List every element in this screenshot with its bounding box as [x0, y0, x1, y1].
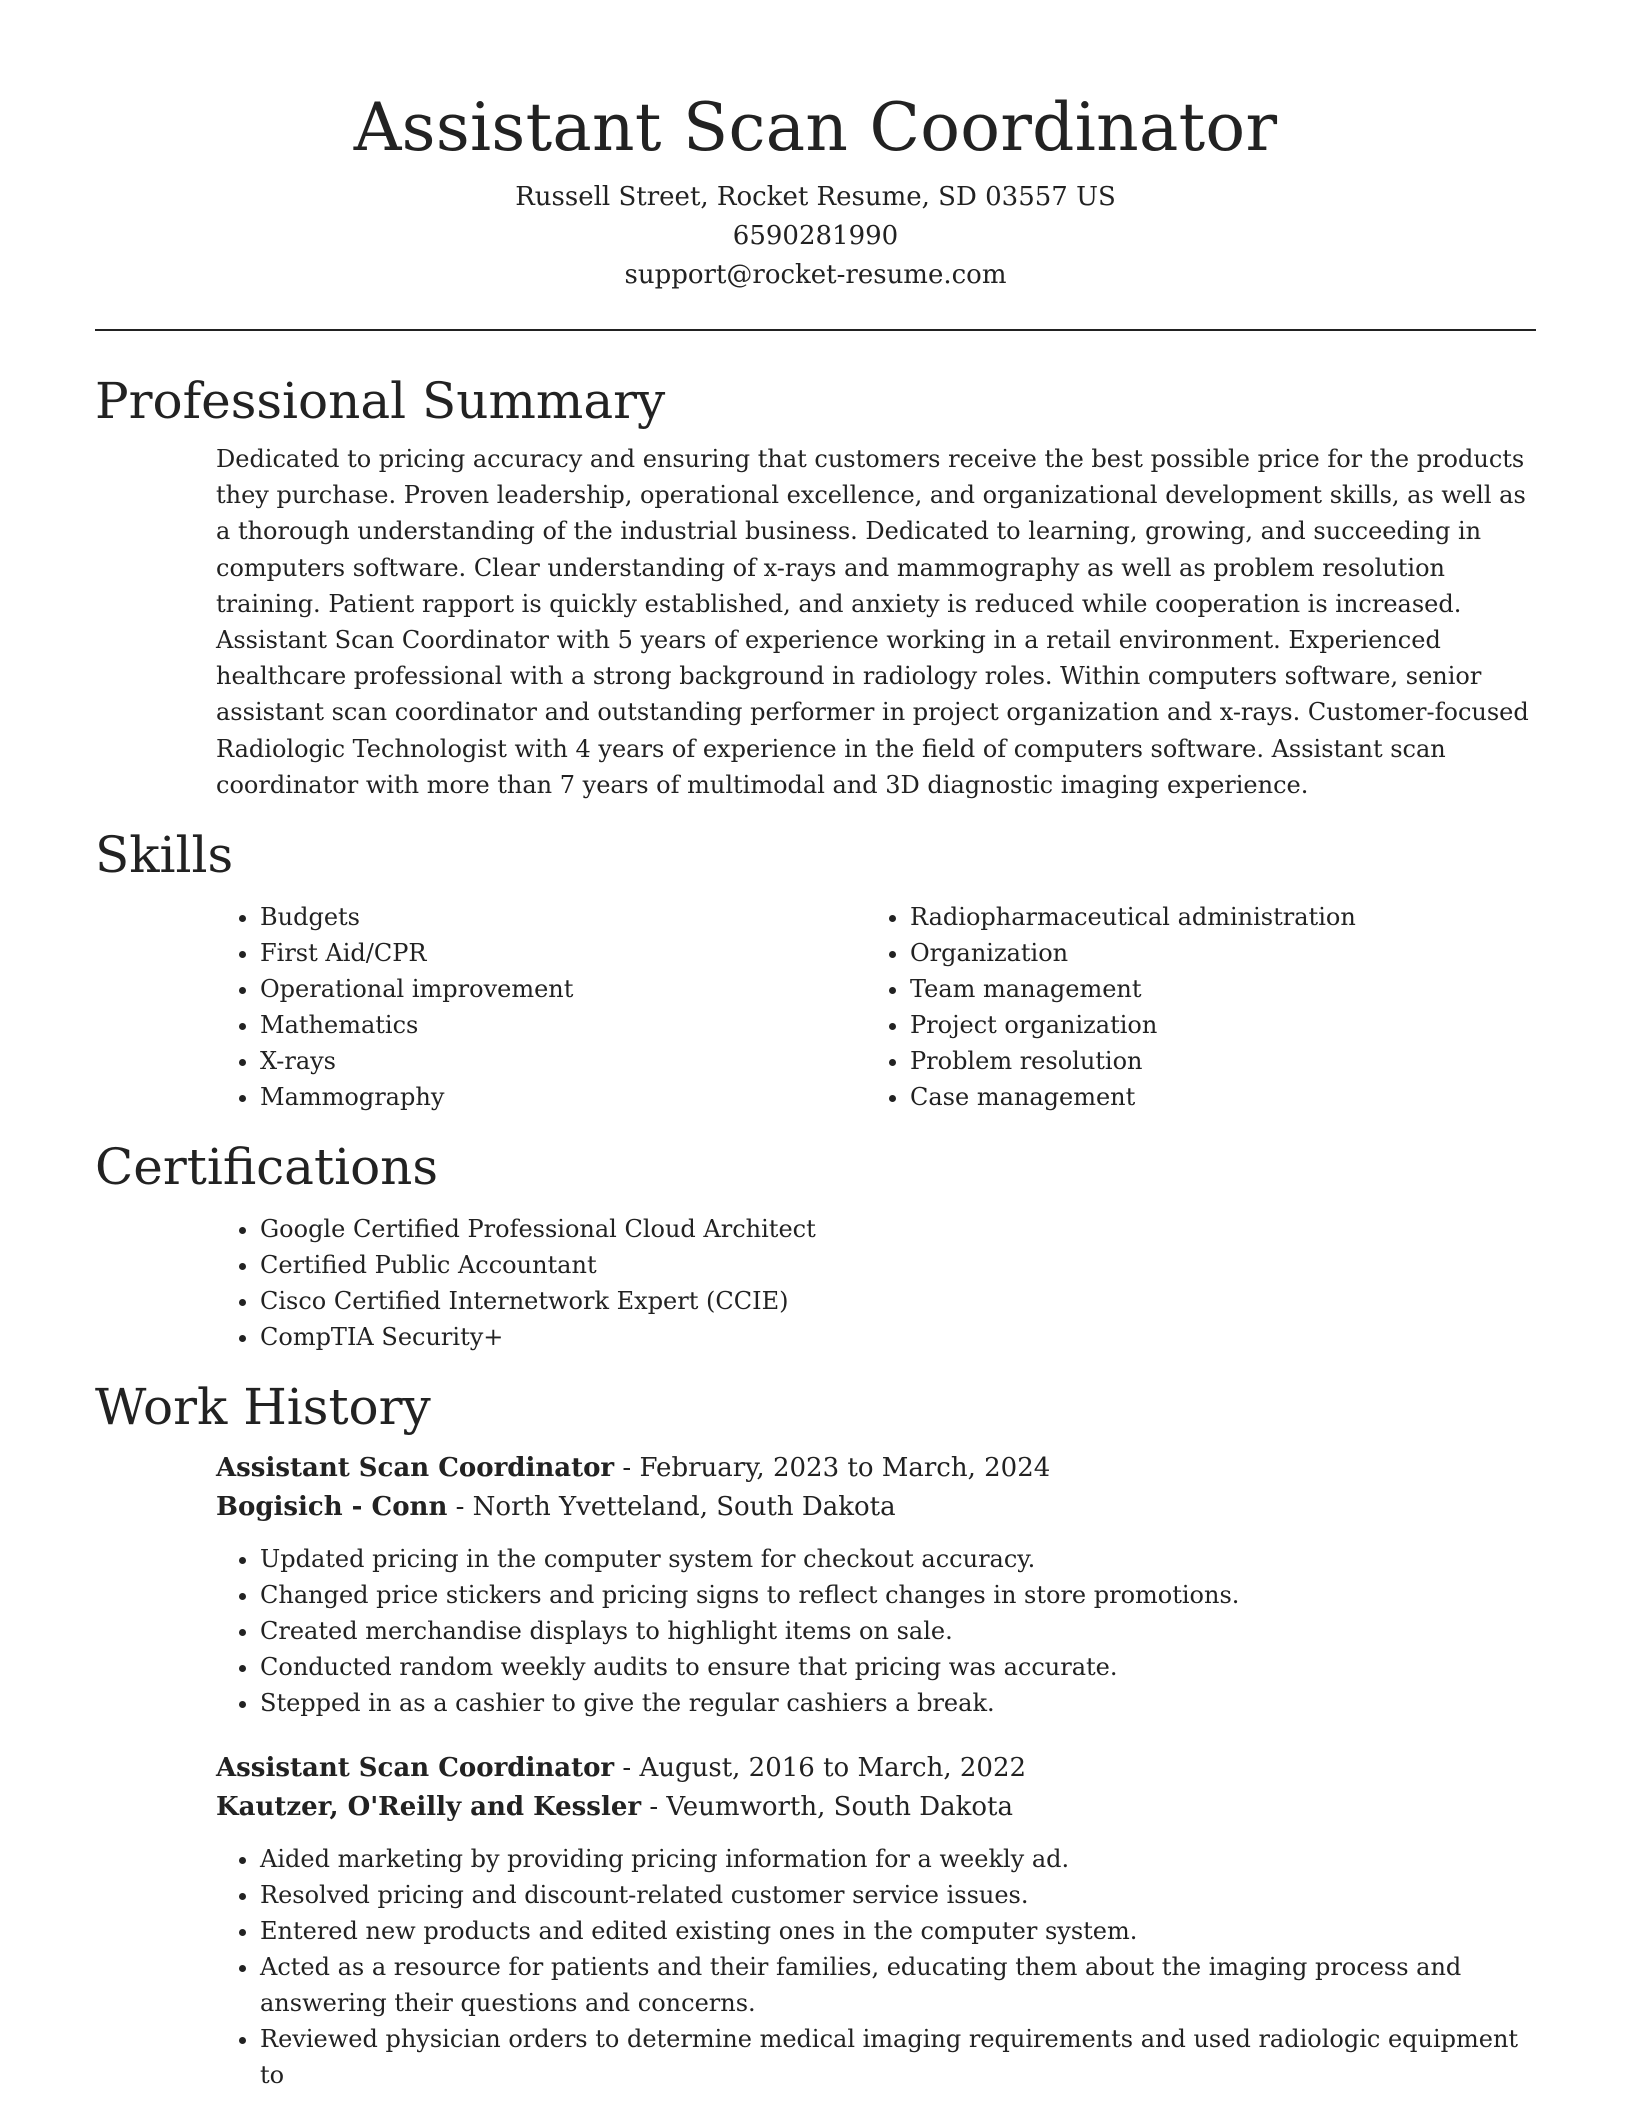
certification-item: • Certified Public Accountant	[260, 1247, 1536, 1283]
resume-header	[95, 0, 1536, 295]
phone: 6590281990	[732, 221, 899, 251]
work-history-section	[95, 1377, 1536, 2093]
job-title-line	[216, 1749, 1536, 1788]
skill-item: • Mathematics	[260, 1007, 866, 1043]
skill-item: • Organization	[910, 935, 1516, 971]
skill-item: • Project organization	[910, 1007, 1516, 1043]
job-bullet: • Changed price stickers and pricing signs to reflect changes in store promotions.	[260, 1577, 1536, 1613]
job-entry	[216, 1449, 1536, 1721]
skill-item: • Operational improvement	[260, 971, 866, 1007]
skills-grid	[216, 899, 1536, 1115]
certification-item: • Google Certified Professional Cloud Architect	[260, 1211, 1536, 1247]
job-location: - North Yvetteland, South Dakota	[447, 1492, 896, 1523]
job-bullet: • Acted as a resource for patients and their families, educating them about the imaging process and answering their questions and concerns.	[260, 1949, 1536, 2021]
email: support@rocket-resume.com	[624, 260, 1007, 290]
summary-text: Dedicated to pricing accuracy and ensuring that customers receive the best possible price for the products they purchase. Proven leadership, operational excellence, and organizational development skills, as well as a thorough understanding of the industrial business. Dedicated to learning, growing, and succeeding in computers software. Clear understanding of x-rays and mammography as well as problem resolution training. Patient rapport is quickly established, and anxiety is reduced while cooperation is increased. Assistant Scan Coordinator with 5 years of experience working in a retail environment. Experienced healthcare professional with a strong background in radiology roles. Within computers software, senior assistant scan coordinator and outstanding performer in project organization and x-rays. Customer-focused Radiologic Technologist with 4 years of experience in the field of computers software. Assistant scan coordinator with more than 7 years of multimodal and 3D diagnostic imaging experience.	[216, 445, 1529, 799]
skills-heading: Skills	[95, 826, 234, 885]
job-title: Assistant Scan Coordinator	[216, 1753, 615, 1784]
job-company-line	[216, 1488, 1536, 1527]
candidate-name: Assistant Scan Coordinator	[353, 89, 1278, 166]
job-bullet: • Conducted random weekly audits to ensure that pricing was accurate.	[260, 1649, 1536, 1685]
skills-column-left	[216, 899, 866, 1115]
job-bullet: • Entered new products and edited existing ones in the computer system.	[260, 1913, 1536, 1949]
skill-item: • Radiopharmaceutical administration	[910, 899, 1516, 935]
job-entry	[216, 1749, 1536, 2093]
certification-item: • CompTIA Security+	[260, 1319, 1536, 1355]
certifications-list	[216, 1211, 1536, 1355]
job-bullets	[216, 1841, 1536, 2093]
skill-item: • X-rays	[260, 1043, 866, 1079]
skills-column-right	[866, 899, 1516, 1115]
skill-item: • Case management	[910, 1079, 1516, 1115]
job-bullet: • Resolved pricing and discount-related customer service issues.	[260, 1877, 1536, 1913]
certifications-section	[95, 1137, 1536, 1355]
job-dates: - August, 2016 to March, 2022	[614, 1753, 1027, 1784]
summary-section	[95, 371, 1536, 803]
job-title-line	[216, 1449, 1536, 1488]
skill-item: • Mammography	[260, 1079, 866, 1115]
skill-item: • Budgets	[260, 899, 866, 935]
certifications-heading: Certifications	[95, 1138, 439, 1197]
job-company-line	[216, 1788, 1536, 1827]
certification-item: • Cisco Certified Internetwork Expert (CCIE)	[260, 1283, 1536, 1319]
job-bullet: • Reviewed physician orders to determine medical imaging requirements and used radiologic equipment to	[260, 2021, 1536, 2093]
summary-heading: Professional Summary	[95, 372, 666, 430]
contact-info	[95, 178, 1536, 295]
skill-item: • First Aid/CPR	[260, 935, 866, 971]
job-bullet: • Updated pricing in the computer system for checkout accuracy.	[260, 1541, 1536, 1577]
skill-item: • Team management	[910, 971, 1516, 1007]
skill-item: • Problem resolution	[910, 1043, 1516, 1079]
address: Russell Street, Rocket Resume, SD 03557 US	[515, 182, 1116, 212]
job-company: Bogisich - Conn	[216, 1492, 448, 1523]
work-history-heading: Work History	[95, 1378, 431, 1437]
job-bullets	[216, 1541, 1536, 1721]
job-company: Kautzer, O'Reilly and Kessler	[216, 1792, 642, 1823]
job-dates: - February, 2023 to March, 2024	[614, 1453, 1051, 1484]
job-bullet: • Stepped in as a cashier to give the regular cashiers a break.	[260, 1685, 1536, 1721]
job-bullet: • Created merchandise displays to highlight items on sale.	[260, 1613, 1536, 1649]
header-divider	[95, 329, 1536, 331]
job-bullet: • Aided marketing by providing pricing information for a weekly ad.	[260, 1841, 1536, 1877]
job-location: - Veumworth, South Dakota	[641, 1792, 1013, 1823]
job-title: Assistant Scan Coordinator	[216, 1453, 615, 1484]
skills-section	[95, 825, 1536, 1115]
resume-page	[95, 0, 1536, 2093]
